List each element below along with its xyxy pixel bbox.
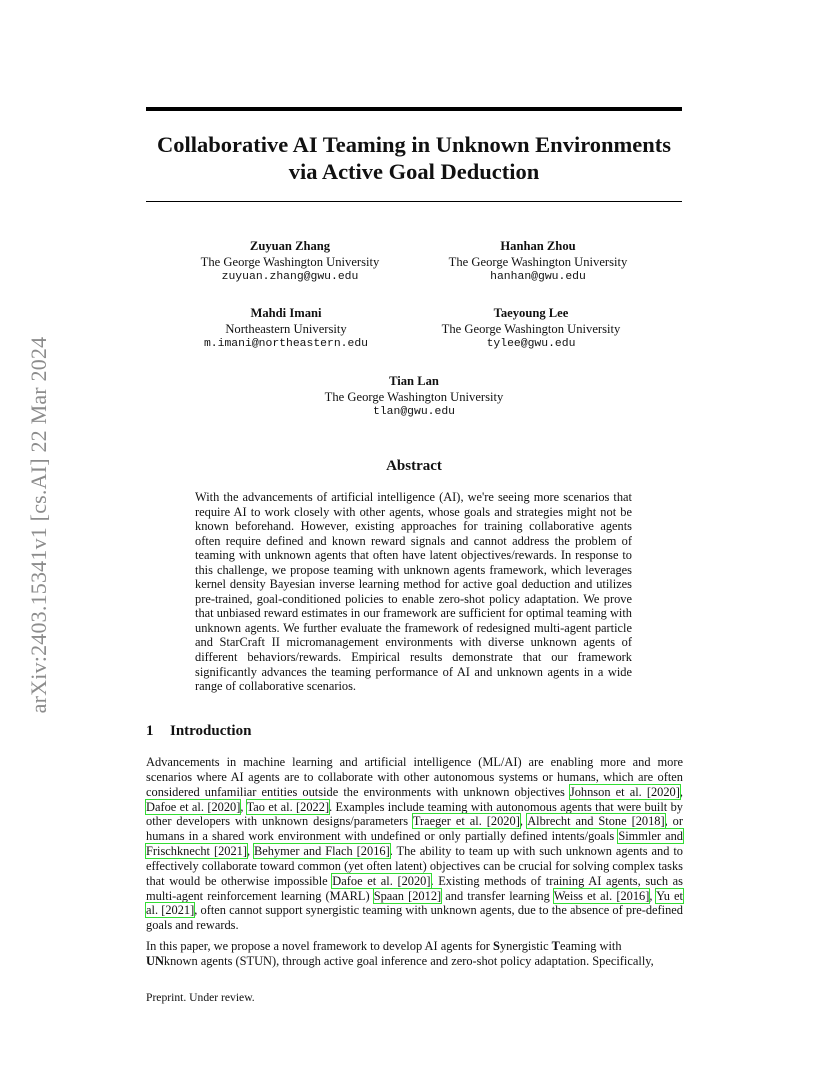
author-block	[176, 306, 396, 353]
author-affiliation: The George Washington University	[448, 254, 628, 269]
citation-link[interactable]: Traeger et al. [2020]	[412, 814, 520, 829]
author-email: tylee@gwu.edu	[486, 338, 576, 350]
paragraph-text: ynergistic	[499, 939, 552, 953]
citation-link[interactable]: Tao et al. [2022]	[246, 799, 330, 814]
paragraph-text: ,	[240, 799, 247, 814]
citation-link[interactable]: Spaan [2012]	[373, 888, 442, 903]
citation-link[interactable]: Johnson et al. [2020]	[569, 784, 680, 799]
paragraph-text: . Examples include teaming with autonomous agents that were built by other developers with unknown designs/parameters	[146, 799, 683, 829]
intro-paragraph	[146, 755, 683, 933]
paragraph-text: ,	[679, 784, 683, 799]
author-name: Mahdi Imani	[250, 306, 322, 320]
author-block	[428, 239, 648, 286]
paragraph-text: known agents (STUN), through active goal inference and zero-shot policy adaptation. Specifically,	[163, 953, 654, 968]
abstract-heading: Abstract	[386, 458, 442, 474]
author-email: zuyuan.zhang@gwu.edu	[221, 271, 359, 283]
arxiv-identifier: arXiv:2403.15341v1 [cs.AI] 22 Mar 2024	[26, 336, 51, 714]
acronym-letter: UN	[146, 953, 164, 968]
paragraph-text: , often cannot support synergistic teaming with unknown agents, due to the absence of pre-defined goals and rewards.	[146, 903, 683, 933]
paper-title: Collaborative AI Teaming in Unknown Environments via Active Goal Deduction	[156, 132, 672, 184]
title-rule-bottom	[146, 201, 682, 202]
footer-note: Preprint. Under review.	[146, 991, 255, 1004]
citation-link[interactable]: Dafoe et al. [2020]	[332, 873, 431, 888]
citation-link[interactable]: Simmler and Frischknecht [2021]	[146, 829, 683, 859]
author-email: hanhan@gwu.edu	[490, 271, 586, 283]
author-affiliation: The George Washington University	[324, 389, 504, 404]
paragraph-text: ,	[649, 888, 657, 903]
acronym-letter: S	[493, 939, 500, 953]
citation-link[interactable]: Albrecht and Stone [2018]	[527, 814, 665, 829]
paragraph-text: ,	[519, 814, 528, 829]
paragraph-text: ,	[246, 844, 255, 859]
author-name: Taeyoung Lee	[493, 306, 569, 320]
citation-link[interactable]: Yu et al. [2021]	[146, 888, 683, 918]
author-block	[304, 374, 524, 421]
author-email: m.imani@northeastern.edu	[203, 338, 369, 350]
author-block	[180, 239, 400, 286]
paragraph-text: , or humans in a shared work environment with undefined or only partially defined intents/goals	[146, 814, 683, 844]
author-affiliation: Northeastern University	[225, 321, 347, 336]
section-number: 1	[146, 723, 154, 739]
citation-link[interactable]: Behymer and Flach [2016]	[254, 844, 390, 859]
section-title: Introduction	[170, 723, 252, 739]
citation-link[interactable]: Weiss et al. [2016]	[553, 888, 650, 903]
paragraph-text: and transfer learning	[441, 888, 554, 903]
paragraph-text: eaming with	[559, 939, 622, 953]
author-name: Zuyuan Zhang	[249, 239, 331, 253]
acronym-letter: T	[551, 939, 560, 953]
author-affiliation: The George Washington University	[200, 254, 380, 269]
paragraph-text: . The ability to team up with such unknown agents and to effectively collaborate toward common (yet often latent) objectives can be crucial for solving complex tasks that would be otherwise impossible	[146, 844, 683, 888]
author-name: Hanhan Zhou	[500, 239, 576, 253]
paragraph-text: Advancements in machine learning and artificial intelligence (ML/AI) are enabling more and more scenarios where AI agents are to collaborate with other autonomous systems or humans, which are often considered unfamiliar entities outside the environments with unknown objectives	[146, 755, 683, 799]
author-name: Tian Lan	[389, 374, 439, 388]
section-heading	[146, 723, 251, 740]
author-affiliation: The George Washington University	[441, 321, 621, 336]
abstract-text: With the advancements of artificial intelligence (AI), we're seeing more scenarios that require AI to work closely with other agents, whose goals and strategies might not be known beforehand. However, existing approaches for training collaborative agents often require defined and known reward signals and cannot address the problem of teaming with unknown agents that often have latent objectives/rewards. In response to this challenge, we propose teaming with unknown agents framework, which leverages kernel density Bayesian inverse learning method for active goal deduction and utilizes pre-trained, goal-conditioned policies to enable zero-shot policy adaptation. We prove that unbiased reward estimates in our framework are sufficient for optimal teaming with unknown agents. We further evaluate the framework of redesigned multi-agent particle and StarCraft II micromanagement environments with diverse unknown agents of different behaviors/rewards. Empirical results demonstrate that our framework significantly advances the teaming performance of AI and unknown agents in a wide range of collaborative scenarios.	[195, 490, 632, 694]
title-rule-top	[146, 107, 682, 111]
citation-link[interactable]: Dafoe et al. [2020]	[146, 799, 241, 814]
author-block	[421, 306, 641, 353]
author-email: tlan@gwu.edu	[372, 406, 456, 418]
intro-paragraph	[146, 939, 683, 969]
paragraph-text: . Existing methods of training AI agents, such as multi-agent reinforcement learning (MARL)	[146, 873, 684, 903]
paragraph-text: In this paper, we propose a novel framework to develop AI agents for	[146, 939, 494, 953]
